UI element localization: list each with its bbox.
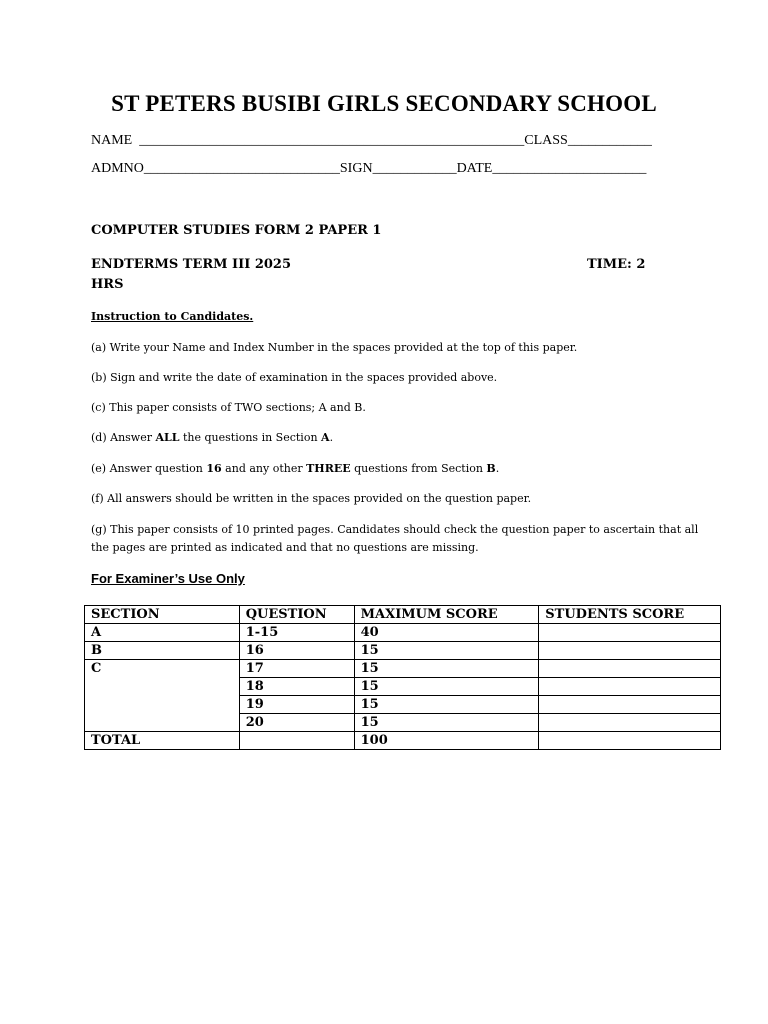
question-cell: 1-15 [239,624,354,642]
student-score-cell[interactable] [539,678,721,696]
table-row [85,642,721,660]
sign-label: SIGN [339,161,373,176]
question-cell: 19 [239,696,354,714]
student-score-cell[interactable] [539,624,721,642]
instruction-e-bold-section: B [486,462,496,475]
total-student-score[interactable] [539,732,721,750]
max-score-cell: 15 [354,696,539,714]
instruction-d-bold-all: ALL [155,431,180,444]
header-question: QUESTION [239,606,354,624]
section-cell: C [85,660,240,678]
header-maximum-score: MAXIMUM SCORE [354,606,539,624]
total-label: TOTAL [85,732,240,750]
header-section: SECTION [85,606,240,624]
instruction-d-end: . [329,431,334,444]
table-total-row [85,732,721,750]
instruction-e-text-mid2: questions from Section [350,462,487,475]
instruction-g-line1: (g) This paper consists of 10 printed pages. Candidates should check the question paper to ascertain that all [91,523,699,536]
exam-time: TIME: 2 [587,257,646,272]
table-header-row [85,606,721,624]
max-score-cell: 15 [354,660,539,678]
student-score-cell[interactable] [539,642,721,660]
instruction-b: (b) Sign and write the date of examination in the spaces provided above. [91,371,498,384]
question-cell: 16 [239,642,354,660]
date-label: DATE [456,161,493,176]
table-row [85,714,721,732]
question-cell: 17 [239,660,354,678]
max-score-cell: 15 [354,714,539,732]
school-name: ST PETERS BUSIBI GIRLS SECONDARY SCHOOL [111,91,657,116]
max-score-cell: 15 [354,678,539,696]
instruction-e-text: (e) Answer question [91,462,207,475]
admno-sign-date-line [91,161,646,177]
total-max-score: 100 [354,732,539,750]
question-cell: 20 [239,714,354,732]
table-row [85,696,721,714]
name-label: NAME [91,133,133,148]
score-table [84,605,721,750]
student-score-cell[interactable] [539,696,721,714]
class-field[interactable]: ____________ [567,133,652,148]
section-cell [85,714,240,732]
instruction-c: (c) This paper consists of TWO sections; A and B. [91,401,366,414]
instruction-f: (f) All answers should be written in the spaces provided on the question paper. [91,492,532,505]
table-row [85,678,721,696]
name-field[interactable]: _______________________________________________________ [139,133,525,148]
section-cell: B [85,642,240,660]
student-score-cell[interactable] [539,714,721,732]
instruction-e-bold-question: 16 [206,462,222,475]
admno-label: ADMNO [91,161,144,176]
instruction-a: (a) Write your Name and Index Number in the spaces provided at the top of this paper. [91,341,578,354]
paper-title: COMPUTER STUDIES FORM 2 PAPER 1 [91,223,382,238]
max-score-cell: 15 [354,642,539,660]
question-cell: 18 [239,678,354,696]
table-row [85,624,721,642]
max-score-cell: 40 [354,624,539,642]
instruction-d [91,431,333,444]
student-score-cell[interactable] [539,660,721,678]
sign-field[interactable]: ____________ [372,161,457,176]
exam-time-unit: HRS [91,277,124,292]
date-field[interactable]: ______________________ [492,161,647,176]
instruction-d-text: (d) Answer [91,431,156,444]
exam-name: ENDTERMS TERM III 2025 [91,257,292,272]
instruction-e-bold-three: THREE [306,462,351,475]
examiner-title: For Examiner’s Use Only [91,571,245,586]
instruction-d-text-mid: the questions in Section [179,431,322,444]
instruction-d-bold-section: A [321,431,330,444]
section-cell: A [85,624,240,642]
admno-field[interactable]: ____________________________ [143,161,340,176]
section-cell [85,678,240,696]
instructions-title: Instruction to Candidates. [91,310,254,323]
instruction-g-line2: the pages are printed as indicated and that no questions are missing. [91,541,479,554]
header-students-score: STUDENTS SCORE [539,606,721,624]
name-class-line [91,133,652,149]
section-cell [85,696,240,714]
instruction-e-end: . [495,462,500,475]
table-row [85,660,721,678]
total-question-cell [239,732,354,750]
instruction-e-text-mid: and any other [221,462,307,475]
class-label: CLASS [524,133,568,148]
instruction-e [91,462,499,475]
